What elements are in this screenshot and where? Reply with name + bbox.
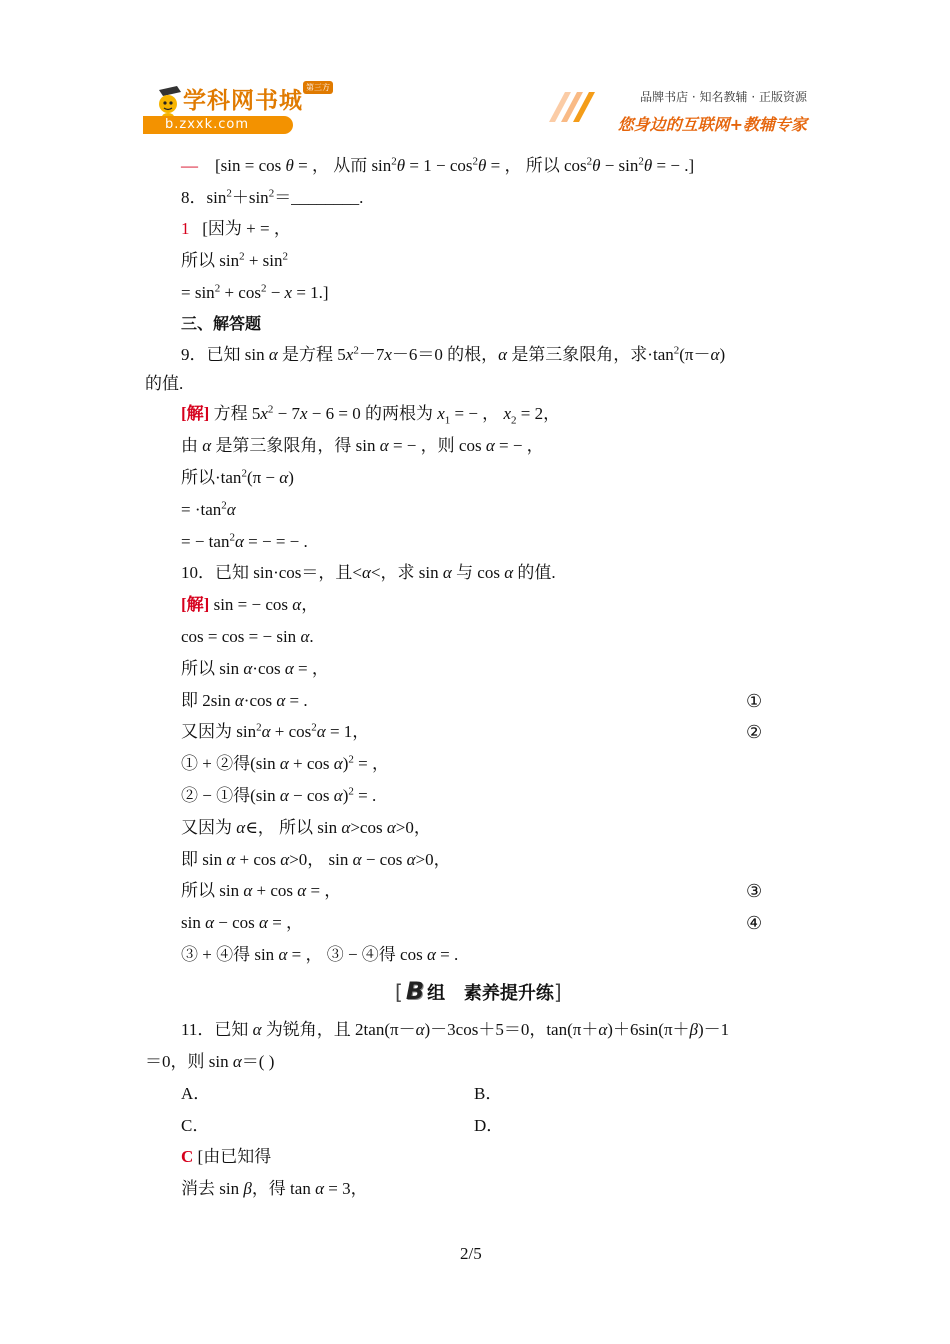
q10-solution-line-1: [解] sin = − cos α，	[181, 595, 319, 614]
logo-title: 学科网书城	[183, 88, 303, 114]
q11-option-a: A．	[181, 1084, 211, 1103]
q9-solution-line-3: 所以$\cdot\tan^2(\pi - \alpha)$	[181, 467, 294, 487]
slogan-banner	[545, 86, 807, 138]
q11-answer-line: C [由已知得	[181, 1147, 272, 1166]
logo-url: b.zxxk.com	[143, 116, 293, 134]
equation-number-3: ③	[746, 881, 763, 901]
q9-solution-line-1: [解] 方程 $5x^2 - 7x - 6 = 0$ 的两根为 $x_1$ = − ， $x_2 = 2$，	[181, 403, 561, 427]
q8-solution-line-3: = $\sin^2 + \cos^2 - x = 1$.]	[181, 282, 329, 302]
group-b-letter: B	[405, 977, 425, 1005]
slogan-top: 品牌书店 · 知名教辅 · 正版资源	[640, 90, 807, 104]
zxxk-logo[interactable]	[143, 80, 333, 136]
q10-solution-line-2: cos = cos = − sin α.	[181, 627, 314, 646]
q10-solution-line-4: 即 2sin α·cos α = .	[181, 691, 308, 710]
q9-question: 9．已知 sin α 是方程 $5x^2-7x-6=0$ 的根，α 是第三象限角，求$\cdot\tan^2(\pi-\alpha)$	[181, 344, 726, 364]
q9-solution-line-2: 由 α 是第三象限角，得 sin α = − ，则 cos α = − ，	[181, 436, 544, 455]
equation-number-1: ①	[746, 691, 763, 711]
q11-solution-line-2: 消去 sin β，得 tan α = 3，	[181, 1179, 368, 1198]
equation-number-4: ④	[746, 913, 763, 933]
page-number: 2/5	[460, 1244, 482, 1263]
q11-option-b: B．	[474, 1084, 503, 1103]
q10-solution-line-5: 又因为 $\sin^2\alpha + \cos^2\alpha = 1$，	[181, 721, 370, 741]
q7-answer-line: — [sin = cos θ = ， 从而 $\sin^2\theta = 1 - \cos^2\theta$ = ， 所以 $\cos^2\theta - \sin^2\theta$ = − .]	[181, 155, 695, 175]
logo-badge: 第三方	[303, 81, 333, 94]
equation-number-2: ②	[746, 722, 763, 742]
section-3-heading: 三、解答题	[181, 314, 262, 333]
q11-question-line-2: ＝0，则 sin α＝( )	[145, 1052, 275, 1071]
q8-solution-line-2: 所以 $\sin^2 + \sin^2$	[181, 250, 289, 270]
q8-answer: 1	[181, 219, 190, 238]
q8-answer-line: 1 [因为 + = ，	[181, 219, 291, 238]
q11-option-d: D．	[474, 1116, 504, 1135]
section-b-heading: [ B 组 素养提升练]	[395, 977, 562, 1005]
q10-question: 10．已知 sin·cos＝，且<α<，求 sin α 与 cos α 的值.	[181, 563, 556, 582]
q9-solution-line-4: = $\cdot\tan^2\alpha$	[181, 499, 236, 519]
q10-solution-line-7: ② − ①得(sin α − cos α)$^2$ = .	[181, 785, 377, 805]
q9-question-line-2: 的值.	[145, 374, 184, 393]
q8-question: 8．$\sin^2+\sin^2=\_\_\_\_\_\_\_\_$.	[181, 187, 364, 207]
q11-question: 11．已知 α 为锐角，且 2tan(π－α)－3cos＋5＝0，tan(π＋α)＋6sin(π＋β)－1	[181, 1020, 730, 1039]
slogan-bottom: 您身边的互联网+教辅专家	[617, 115, 807, 134]
q7-answer: —	[181, 156, 198, 175]
solution-label: [解]	[181, 595, 210, 614]
solution-label: [解]	[181, 404, 210, 423]
q10-solution-line-12: ③ + ④得 sin α = ， ③ − ④得 cos α = .	[181, 945, 459, 964]
q10-solution-line-11: sin α − cos α = ，	[181, 913, 304, 932]
q10-solution-line-9: 即 sin α + cos α>0， sin α − cos α>0，	[181, 850, 451, 869]
q10-solution-line-6: ① + ②得(sin α + cos α)$^2$ = ，	[181, 753, 389, 773]
q11-answer: C	[181, 1147, 194, 1166]
stripes-decoration-icon	[545, 92, 607, 122]
q10-solution-line-3: 所以 sin α·cos α = ，	[181, 659, 329, 678]
q11-option-c: C．	[181, 1116, 210, 1135]
q9-solution-line-5: = − $\tan^2\alpha$ = − = − .	[181, 531, 308, 551]
q10-solution-line-8: 又因为 α∈， 所以 sin α>cos α>0，	[181, 818, 431, 837]
q10-solution-line-10: 所以 sin α + cos α = ，	[181, 881, 342, 900]
